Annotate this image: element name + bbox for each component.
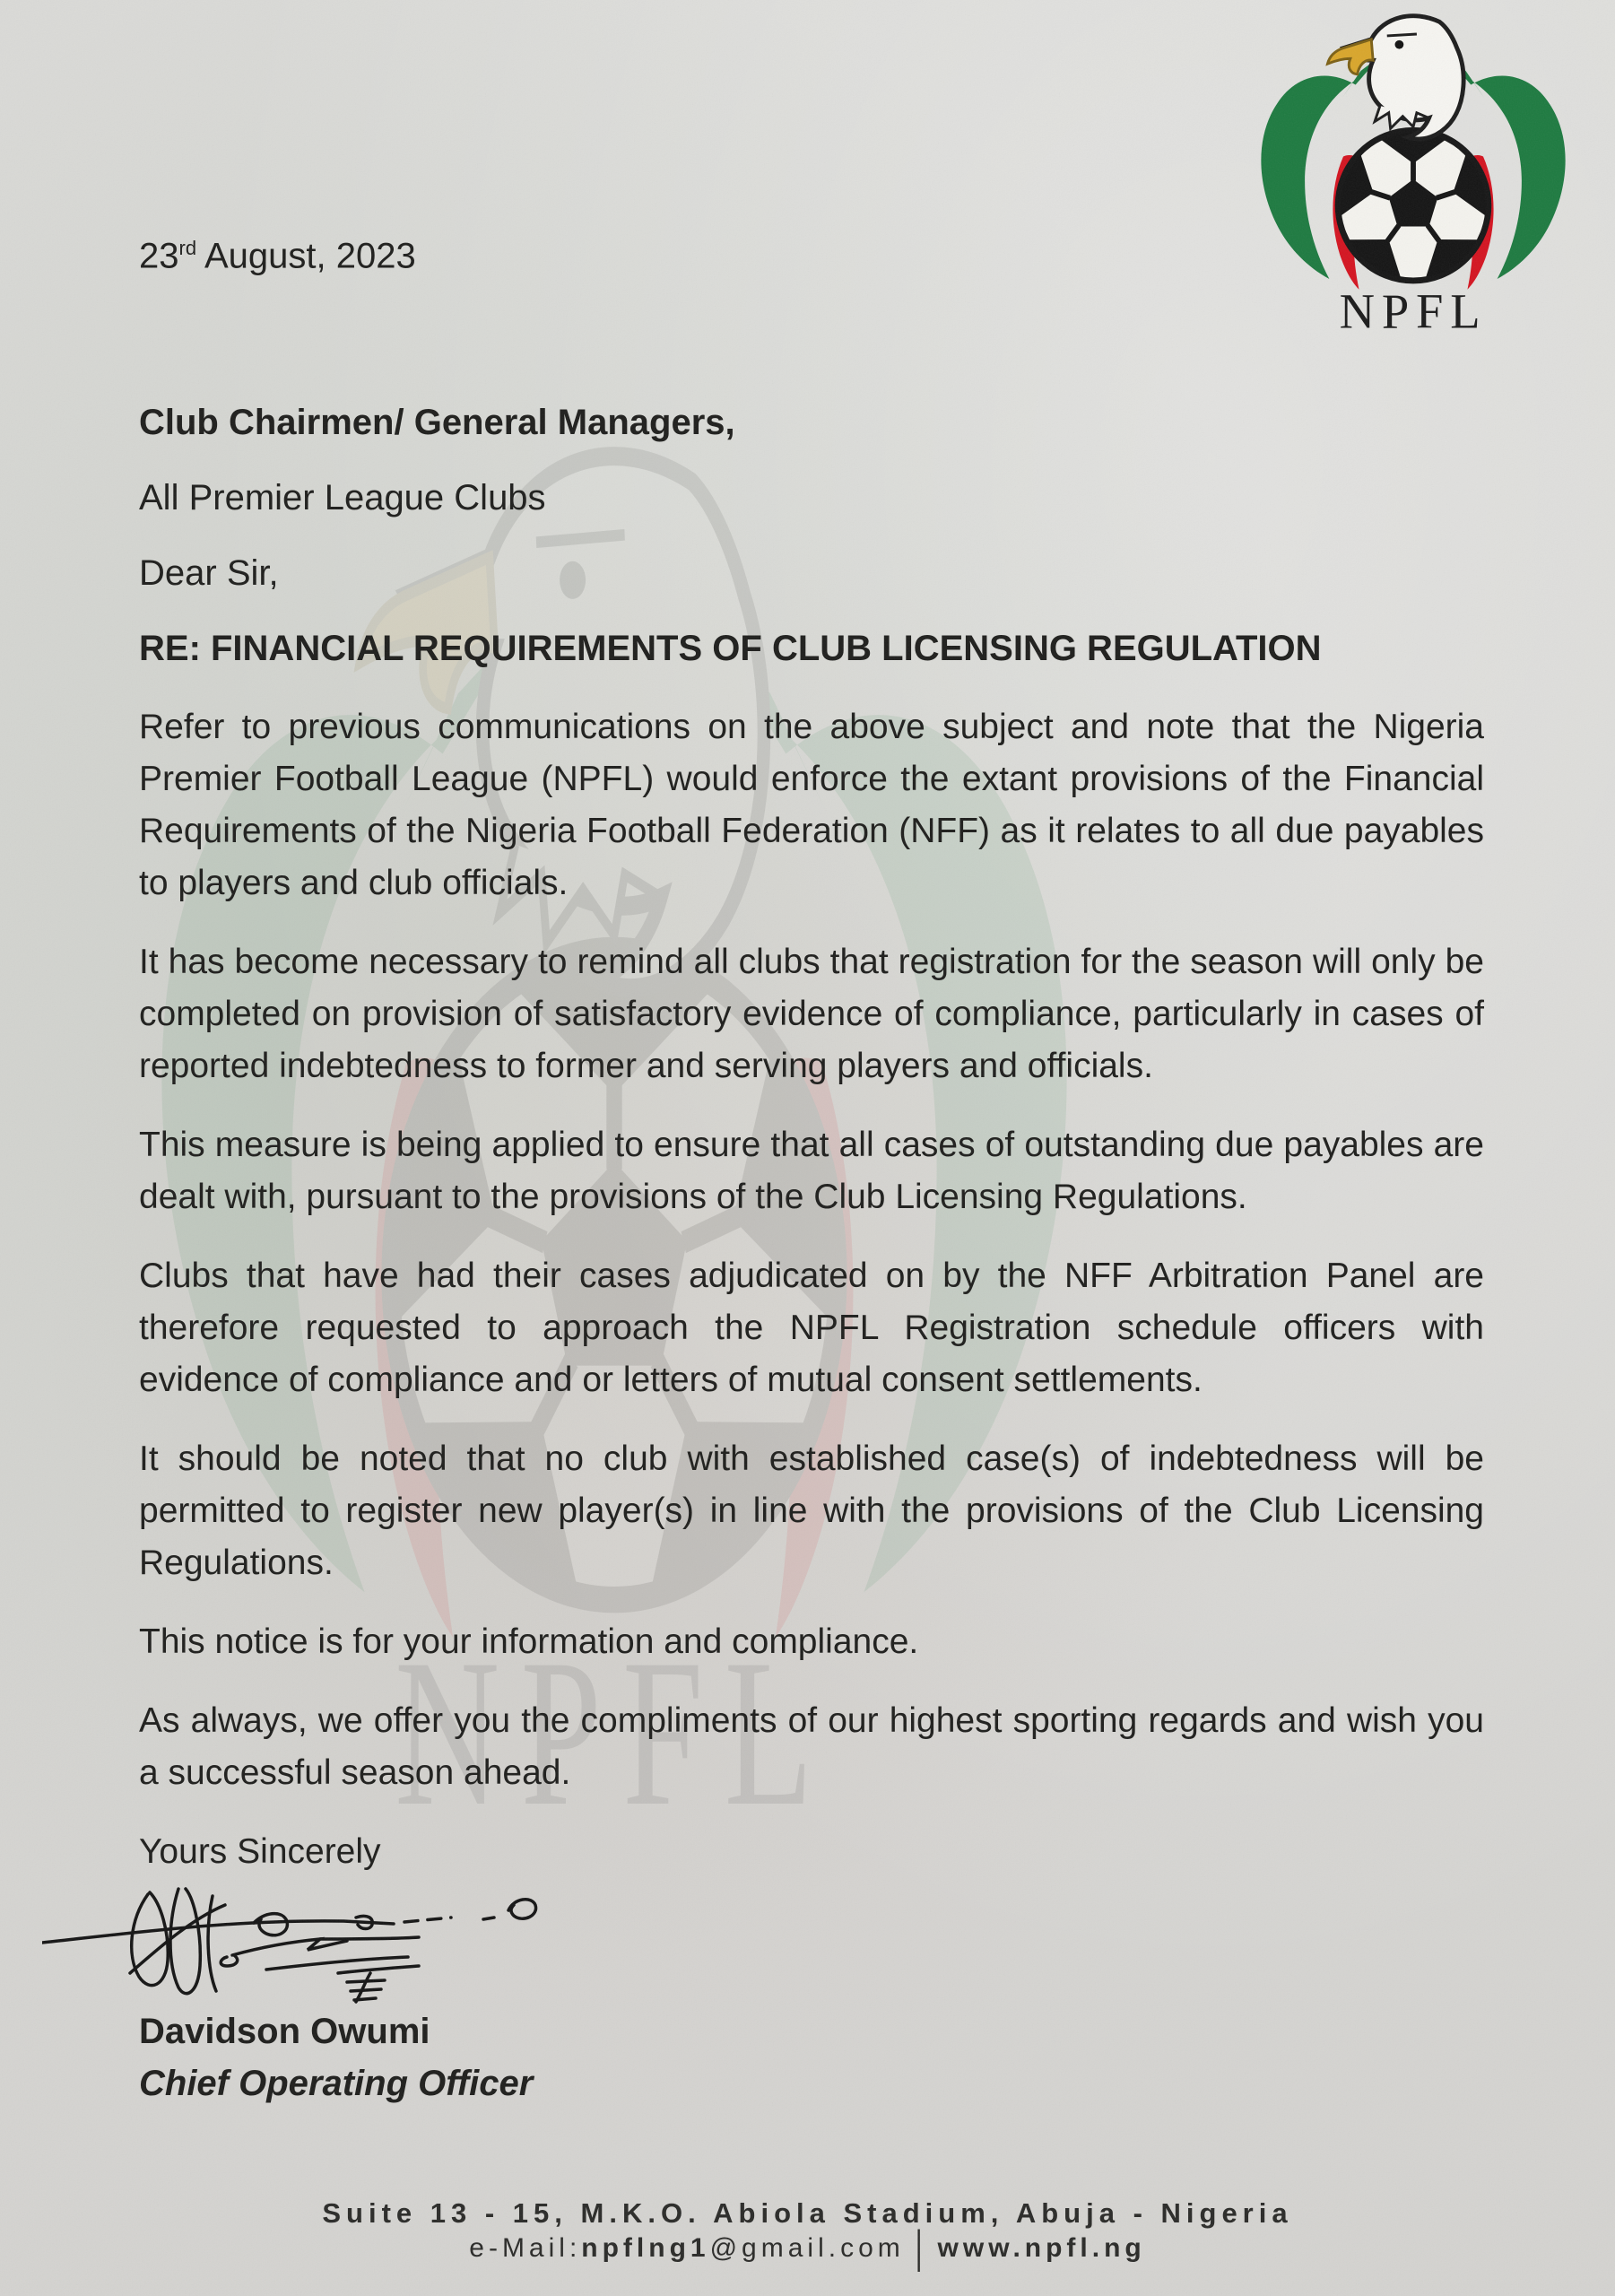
footer-contact: [0, 2222, 1615, 2274]
letter-date: 23rd August, 2023: [139, 236, 416, 276]
salutation: Dear Sir,: [139, 553, 279, 594]
paragraph-1: Refer to previous communications on the above subject and note that the Nigeria Premier Football League (NPFL) would enforce the extant provisions of the Financial Requirements of the Nigeria Football Federation (NFF) as it relates to all due payables to players and club officials.: [139, 708, 1484, 903]
letterhead-footer: [0, 2197, 1615, 2274]
paragraph-7: As always, we offer you the compliments of our highest sporting regards and wish you a successful season ahead.: [139, 1701, 1484, 1793]
paragraph-3: This measure is being applied to ensure that all cases of outstanding due payables are dealt with, pursuant to the provisions of the Club Licensing Regulations.: [139, 1126, 1484, 1217]
paragraph-5: It should be noted that no club with established case(s) of indebtedness will be permitted to register new player(s) in line with the provisions of the Club Licensing Regulations.: [139, 1439, 1484, 1583]
date-ordinal-suffix: rd: [178, 237, 197, 259]
subject-line: RE: FINANCIAL REQUIREMENTS OF CLUB LICENSING REGULATION: [139, 629, 1322, 669]
letter-body: [139, 222, 1484, 2109]
signer-title: Chief Operating Officer: [139, 2064, 534, 2104]
footer-address: Suite 13 - 15, M.K.O. Abiola Stadium, Abuja - Nigeria: [322, 2197, 1293, 2229]
website-url: www.npfl.ng: [937, 2233, 1146, 2263]
email-domain: @gmail.com: [709, 2233, 905, 2263]
email-user: npflng1: [581, 2233, 710, 2263]
footer-separator: |: [915, 2222, 927, 2274]
recipient-line-1: Club Chairmen/ General Managers,: [139, 403, 735, 443]
paragraph-4: Clubs that have had their cases adjudicated on by the NFF Arbitration Panel are therefore requested to approach the NPFL Registration schedule officers with evidence of compliance and or letters of mutual consent settlements.: [139, 1257, 1484, 1400]
signature-scribble: [42, 1883, 616, 2005]
recipient-line-2: All Premier League Clubs: [139, 478, 546, 518]
signer-name: Davidson Owumi: [139, 2012, 430, 2052]
closing-phrase: Yours Sincerely: [139, 1832, 381, 1872]
email-label: e-Mail:: [469, 2233, 582, 2263]
paragraph-6: This notice is for your information and compliance.: [139, 1622, 919, 1662]
paragraph-2: It has become necessary to remind all clubs that registration for the season will only be completed on provision of satisfactory evidence of compliance, particularly in cases of reported indebtedness to former and serving players and officials.: [139, 943, 1484, 1086]
